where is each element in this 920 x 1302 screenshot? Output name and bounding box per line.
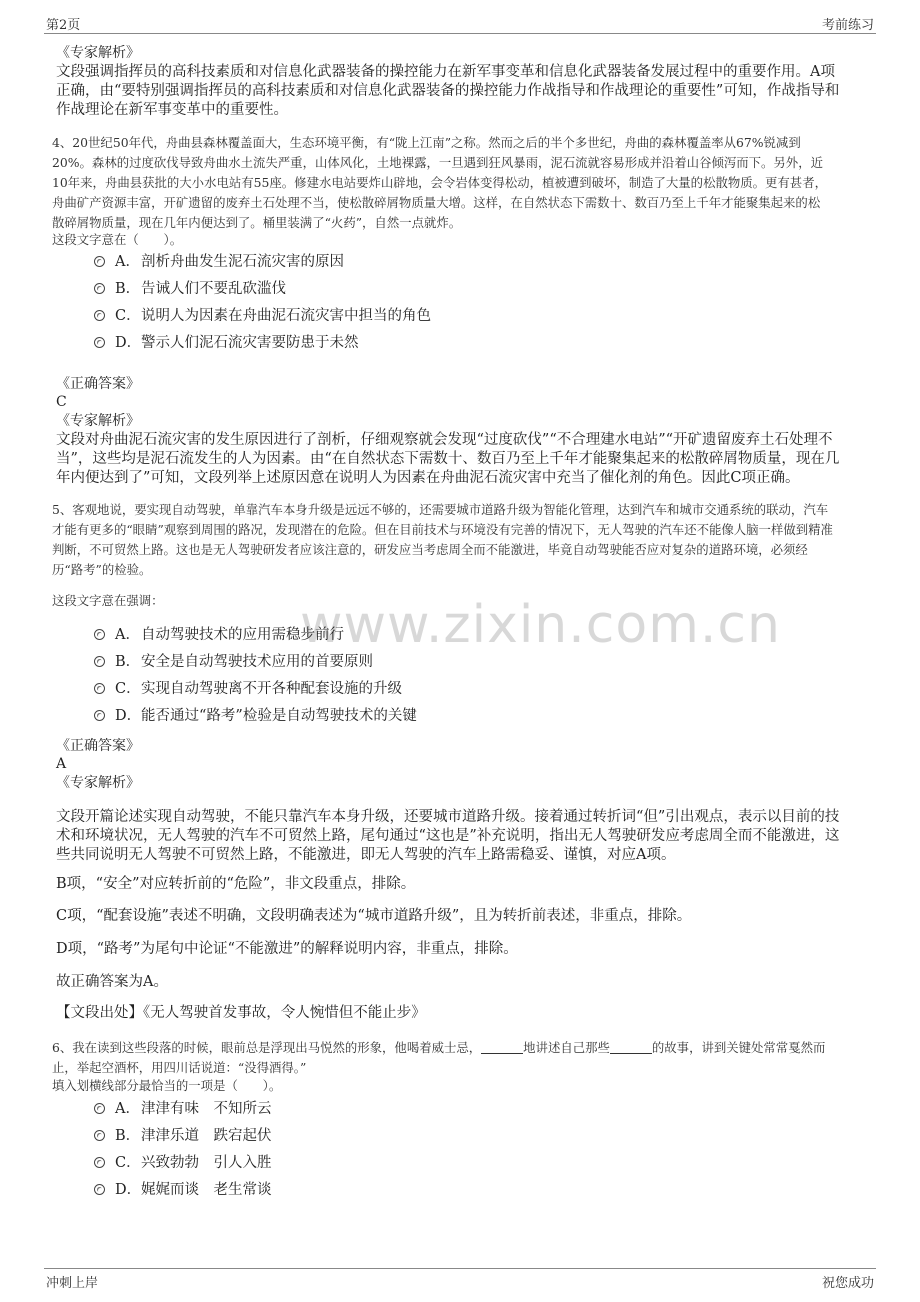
footer-left-text: 冲刺上岸 [46, 1276, 99, 1291]
analysis-line: 文段强调指挥员的高科技素质和对信息化武器装备的操控能力在新军事变革和信息化武器装备发展过程中的重要作用。A项 [56, 64, 835, 80]
radio-icon[interactable] [94, 1157, 105, 1168]
stem-line: 历“路考”的检验。 [52, 562, 152, 577]
stem-line: 4、20世纪50年代，舟曲县森林覆盖面大，生态环境平衡，有“陇上江南”之称。然而之后的半个多世纪，舟曲的森林覆盖率从67%锐减到 [52, 135, 801, 150]
q4-option-c[interactable]: C．说明人为因素在舟曲泥石流灾害中担当的角色 [94, 307, 431, 325]
analysis-line: 年内便达到了”可知，文段列举上述原因意在说明人为因素在舟曲泥石流灾害中充当了催化剂的角色。因此C项正确。 [56, 470, 800, 486]
footer-right-text: 祝您成功 [821, 1276, 874, 1291]
page-header [46, 14, 874, 32]
analysis-line: 正确，由“要特别强调指挥员的高科技素质和对信息化武器装备的操控能力作战指导和作战理论的重要性”可知，作战指导和 [56, 83, 840, 99]
page-number: 第2页 [46, 18, 81, 33]
stem-line: 止，举起空酒杯，用四川话说道：“没得酒得。” [52, 1060, 307, 1075]
q6-option-b[interactable]: B．津津乐道 跌宕起伏 [94, 1127, 272, 1145]
q5-note-b: B项，“安全”对应转折前的“危险”，非文段重点，排除。 [56, 876, 416, 892]
q6-option-d[interactable]: D．娓娓而谈 老生常谈 [94, 1181, 272, 1199]
q4-answer: C [56, 394, 67, 410]
analysis-line: 当”，这些均是泥石流发生的人为因素。由“在自然状态下需数十、数百乃至上千年才能聚集起来的松散碎屑物质量，现在几 [56, 451, 840, 467]
stem-line: 10年来，舟曲县获批的大小水电站有55座。修建水电站要炸山辟地，会令岩体变得松动，植被遭到破坏，制造了大量的松散物质。更有甚者， [52, 175, 827, 190]
radio-icon[interactable] [94, 256, 105, 267]
stem-line: 5、客观地说，要实现自动驾驶，单靠汽车本身升级是远远不够的，还需要城市道路升级为智能化管理，达到汽车和城市交通系统的联动，汽车 [52, 502, 829, 517]
stem-line: 才能有更多的“眼睛”观察到周围的路况，发现潜在的危险。但在目前技术与环境没有完善的情况下，无人驾驶的汽车还不能像人脑一样做到精准 [52, 522, 833, 537]
analysis-line: 术和环境状况，无人驾驶的汽车不可贸然上路，尾句通过“这也是”补充说明，指出无人驾驶研发应考虑周全而不能激进，这 [56, 828, 840, 844]
blank-1 [481, 1041, 523, 1054]
radio-icon[interactable] [94, 337, 105, 348]
analysis-line: 些共同说明无人驾驶不可贸然上路，不能激进，即无人驾驶的汽车上路需稳妥、谨慎，对应A项。 [56, 847, 676, 863]
analysis-line: 文段开篇论述实现自动驾驶，不能只靠汽车本身升级，还要城市道路升级。接着通过转折词“但”引出观点，表示以目前的技 [56, 809, 840, 825]
q5-answer-label: 《正确答案》 [56, 738, 140, 754]
q5-option-b[interactable]: B．安全是自动驾驶技术应用的首要原则 [94, 653, 373, 671]
q6-prompt: 填入划横线部分最恰当的一项是（ ）。 [52, 1078, 282, 1093]
stem-line: 散碎屑物质量，现在几年内便达到了。桶里装满了“火药”，自然一点就炸。 [52, 215, 462, 230]
page-footer [46, 1272, 874, 1290]
stem-line: 20%。森林的过度砍伐导致舟曲水土流失严重，山体风化，土地裸露，一旦遇到狂风暴雨，泥石流就容易形成并沿着山谷倾泻而下。另外，近 [52, 155, 823, 170]
radio-icon[interactable] [94, 710, 105, 721]
analysis-line: 文段对舟曲泥石流灾害的发生原因进行了剖析，仔细观察就会发现“过度砍伐”“不合理建水电站”“开矿遗留废弃土石处理不 [56, 432, 833, 448]
q4-option-b[interactable]: B．告诫人们不要乱砍滥伐 [94, 280, 286, 298]
stem-line: 舟曲矿产资源丰富，开矿遗留的废弃土石处理不当，使松散碎屑物质量大增。这样，在自然状态下需数十、数百乃至上千年才能聚集起来的松 [52, 195, 821, 210]
q5-analysis-label: 《专家解析》 [56, 775, 140, 791]
q5-answer: A [56, 756, 67, 772]
radio-icon[interactable] [94, 683, 105, 694]
q6-stem [52, 1038, 867, 1078]
radio-icon[interactable] [94, 283, 105, 294]
q4-analysis-text [56, 431, 856, 488]
radio-icon[interactable] [94, 656, 105, 667]
q5-conclusion: 故正确答案为A。 [56, 974, 168, 990]
q4-prompt: 这段文字意在（ ）。 [52, 232, 183, 247]
q4-answer-label: 《正确答案》 [56, 376, 140, 392]
radio-icon[interactable] [94, 310, 105, 321]
q6-option-c[interactable]: C．兴致勃勃 引人入胜 [94, 1154, 272, 1172]
q5-note-c: C项，“配套设施”表述不明确，文段明确表述为“城市道路升级”，且为转折前表述，非重点，排除。 [56, 908, 692, 924]
radio-icon[interactable] [94, 1130, 105, 1141]
radio-icon[interactable] [94, 1103, 105, 1114]
header-divider [44, 33, 876, 34]
q4-stem [52, 133, 867, 233]
footer-divider [44, 1268, 876, 1269]
q5-option-c[interactable]: C．实现自动驾驶离不开各种配套设施的升级 [94, 680, 402, 698]
q5-option-a[interactable]: A．自动驾驶技术的应用需稳步前行 [94, 626, 344, 644]
q5-stem [52, 500, 867, 580]
radio-icon[interactable] [94, 1184, 105, 1195]
q5-analysis-text [56, 808, 856, 865]
q4-analysis-label: 《专家解析》 [56, 413, 140, 429]
radio-icon[interactable] [94, 629, 105, 640]
watermark: www.zixin.com.cn [300, 595, 781, 655]
q5-source: 【文段出处】《无人驾驶首发事故，令人惋惜但不能止步》 [56, 1005, 426, 1021]
stem-line: 6、我在读到这些段落的时候，眼前总是浮现出马悦然的形象，他喝着威士忌， 地讲述自己那些 的故事，讲到关键处常常戛然而 [52, 1040, 826, 1055]
stem-line: 判断，不可贸然上路。这也是无人驾驶研发者应该注意的，研发应当考虑周全而不能激进，毕竟自动驾驶能否应对复杂的道路环境，必须经 [52, 542, 808, 557]
analysis-line: 作战理论在新军事变革中的重要性。 [56, 102, 288, 118]
q5-note-d: D项，“路考”为尾句中论证“不能激进”的解释说明内容，非重点，排除。 [56, 941, 518, 957]
q3-analysis-label: 《专家解析》 [56, 45, 140, 61]
q5-option-d[interactable]: D．能否通过“路考”检验是自动驾驶技术的关键 [94, 707, 417, 725]
q4-option-a[interactable]: A．剖析舟曲发生泥石流灾害的原因 [94, 253, 344, 271]
blank-2 [610, 1041, 652, 1054]
q4-option-d[interactable]: D．警示人们泥石流灾害要防患于未然 [94, 334, 359, 352]
q3-analysis-text [56, 63, 856, 120]
header-tag: 考前练习 [821, 18, 874, 33]
q6-option-a[interactable]: A．津津有味 不知所云 [94, 1100, 272, 1118]
q5-prompt: 这段文字意在强调： [52, 593, 164, 608]
